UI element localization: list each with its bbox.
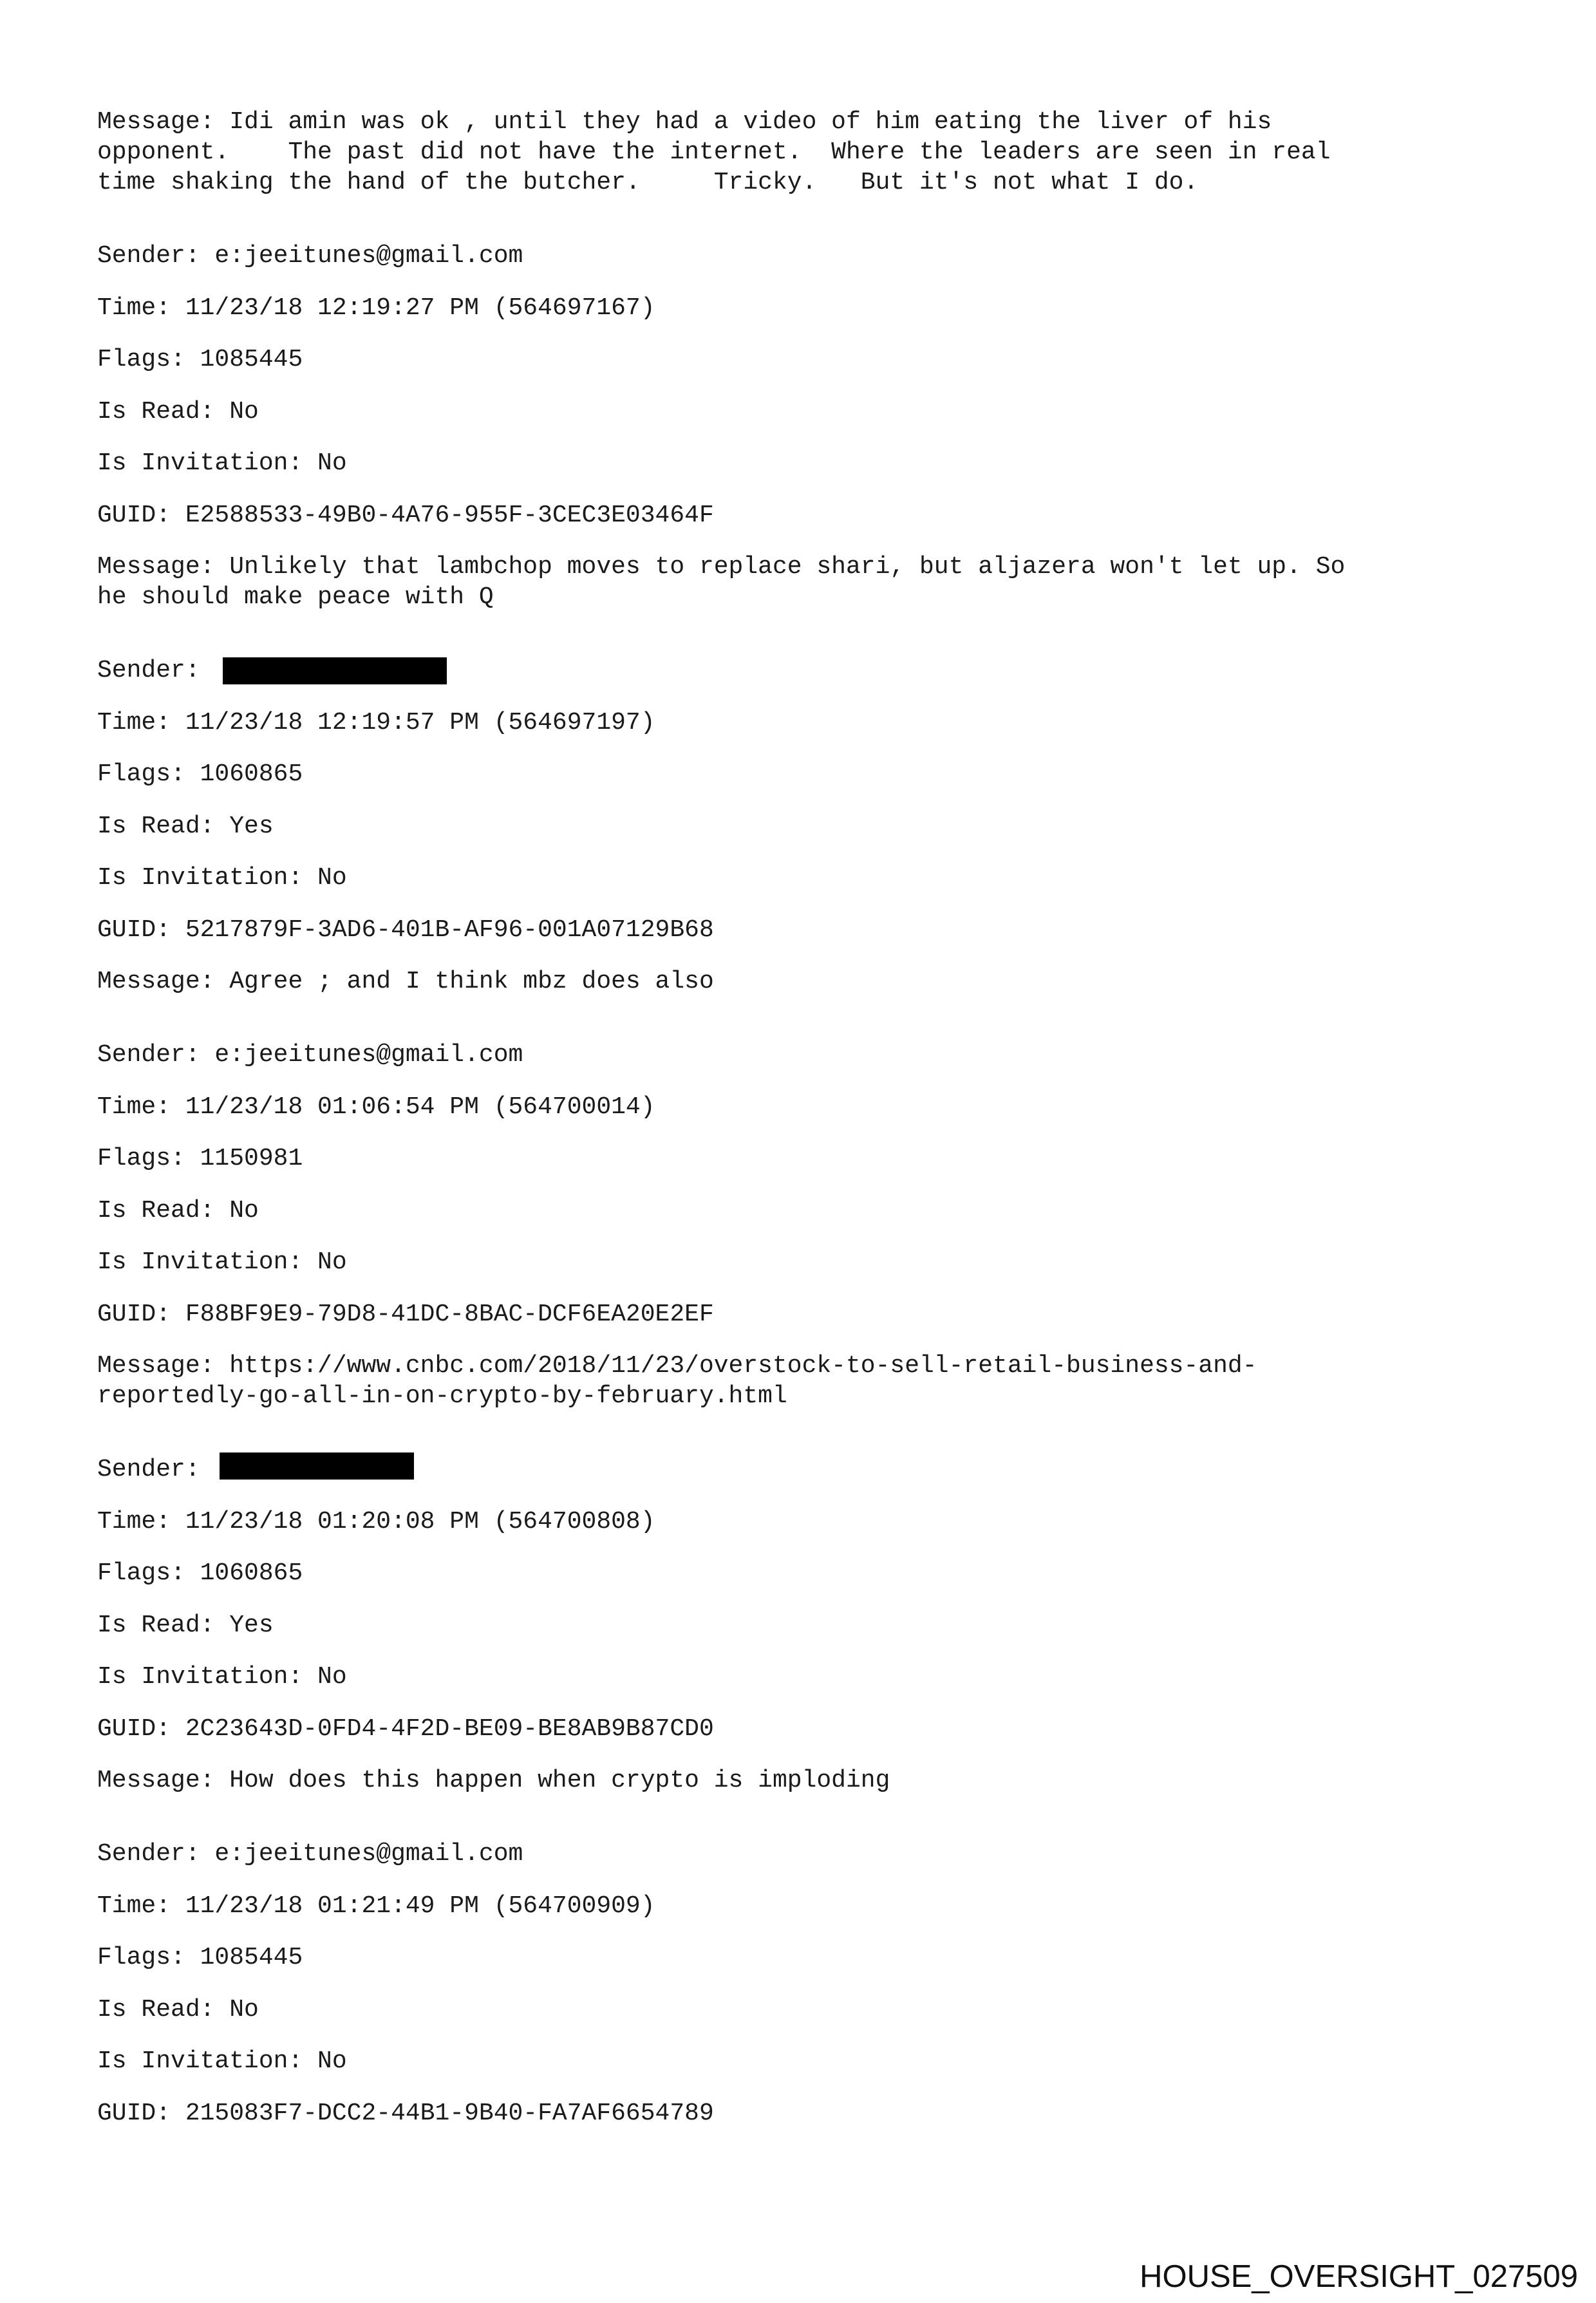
time-field: Time: 11/23/18 12:19:27 PM (564697167) [97, 294, 655, 322]
guid-field: GUID: 5217879F-3AD6-401B-AF96-001A07129B68 [97, 916, 714, 944]
is-invitation-field: Is Invitation: No [97, 864, 347, 892]
flags-field: Flags: 1085445 [97, 346, 303, 373]
flags-field: Flags: 1150981 [97, 1145, 303, 1172]
sender-field: Sender: e:jeeitunes@gmail.com [97, 1840, 523, 1868]
flags-field: Flags: 1085445 [97, 1944, 303, 1971]
message-line [97, 107, 1272, 137]
guid-field: GUID: F88BF9E9-79D8-41DC-8BAC-DCF6EA20E2EF [97, 1301, 714, 1328]
message-line: Message: https://www.cnbc.com/2018/11/23/overstock-to-sell-retail-business-and- [97, 1352, 1257, 1380]
message-line: opponent. The past did not have the internet. Where the leaders are seen in real [97, 138, 1331, 166]
time-field: Time: 11/23/18 01:06:54 PM (564700014) [97, 1093, 655, 1121]
bates-number: HOUSE_OVERSIGHT_027509 [1140, 2259, 1578, 2294]
is-read-field: Is Read: No [97, 1996, 259, 2024]
is-invitation-field: Is Invitation: No [97, 1248, 347, 1276]
flags-field: Flags: 1060865 [97, 1559, 303, 1587]
message-text: Idi amin was ok , until they had a video of him eating the liver of his [229, 108, 1272, 136]
message-line: time shaking the hand of the butcher. Tricky. But it's not what I do. [97, 169, 1199, 196]
message-line: Message: Unlikely that lambchop moves to replace shari, but aljazera won't let up. So [97, 553, 1346, 581]
guid-field: GUID: 215083F7-DCC2-44B1-9B40-FA7AF6654789 [97, 2100, 714, 2127]
message-label: Message: [97, 108, 230, 136]
is-invitation-field: Is Invitation: No [97, 449, 347, 477]
message-line: reportedly-go-all-in-on-crypto-by-february.html [97, 1382, 787, 1410]
message-line: he should make peace with Q [97, 583, 494, 611]
sender-field: Sender: e:jeeitunes@gmail.com [97, 242, 523, 270]
sender-field: Sender: [97, 1456, 215, 1483]
message-line: Message: How does this happen when crypto is imploding [97, 1767, 890, 1794]
redaction-box [220, 1452, 414, 1480]
is-invitation-field: Is Invitation: No [97, 1663, 347, 1691]
sender-field: Sender: e:jeeitunes@gmail.com [97, 1041, 523, 1069]
is-read-field: Is Read: No [97, 1197, 259, 1225]
time-field: Time: 11/23/18 12:19:57 PM (564697197) [97, 709, 655, 737]
is-read-field: Is Read: No [97, 398, 259, 426]
guid-field: GUID: E2588533-49B0-4A76-955F-3CEC3E03464F [97, 502, 714, 529]
time-field: Time: 11/23/18 01:21:49 PM (564700909) [97, 1892, 655, 1920]
redaction-box [223, 657, 447, 684]
flags-field: Flags: 1060865 [97, 760, 303, 788]
is-read-field: Is Read: Yes [97, 1612, 274, 1639]
sender-field: Sender: [97, 657, 215, 684]
guid-field: GUID: 2C23643D-0FD4-4F2D-BE09-BE8AB9B87CD0 [97, 1715, 714, 1743]
time-field: Time: 11/23/18 01:20:08 PM (564700808) [97, 1508, 655, 1536]
is-read-field: Is Read: Yes [97, 813, 274, 840]
message-line: Message: Agree ; and I think mbz does also [97, 968, 714, 995]
is-invitation-field: Is Invitation: No [97, 2047, 347, 2075]
